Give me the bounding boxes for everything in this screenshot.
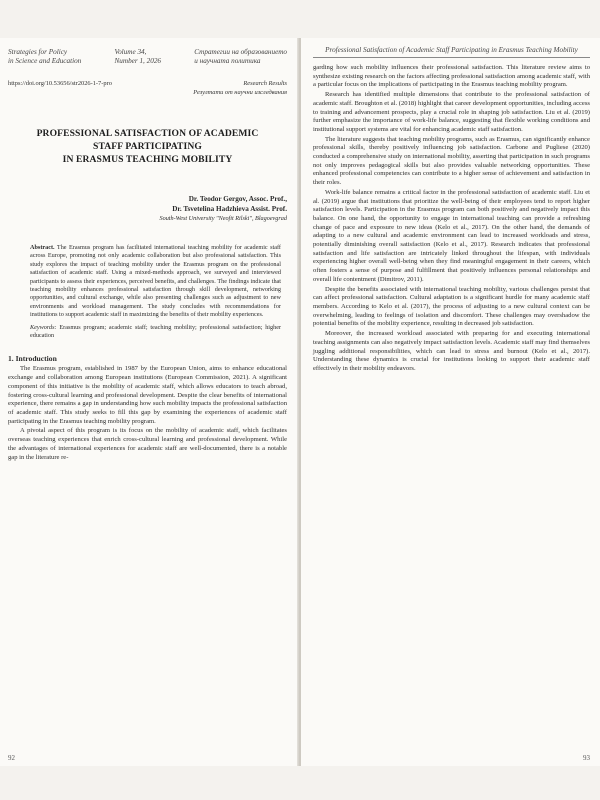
author-block xyxy=(8,194,287,224)
journal-title-bg: Стратегии на образованието и научната политика xyxy=(194,48,287,65)
article-category: Research Results Резултати от научни изследвания xyxy=(193,80,287,96)
abstract-label: Abstract. xyxy=(30,244,55,251)
right-page xyxy=(301,38,600,766)
running-head-left xyxy=(8,48,287,66)
abstract xyxy=(30,244,281,320)
left-page xyxy=(0,38,299,766)
section-heading-introduction: 1. Introduction xyxy=(8,354,57,364)
doi-row xyxy=(8,80,287,97)
volume-info: Volume 34, Number 1, 2026 xyxy=(114,48,162,65)
author-line-2: Dr. Tsvetelina Hadzhieva Assist. Prof. xyxy=(172,205,287,213)
paragraph: Despite the benefits associated with international teaching mobility, various challenges persist that can affect professional satisfaction. Cultural adaptation is a significant hurdle for many academic staff members. According to Kelo et al. (2017), the process of adjusting to a new cultural context can be overwhelming, leading to feelings of isolation and discomfort. These challenges may overshadow the potential benefits of the mobility experience, resulting in decreased job satisfaction. xyxy=(313,285,590,328)
paragraph: The Erasmus program, established in 1987 by the European Union, aims to enhance educational exchange and collaboration among European institutions (European Commission, 2021). A significant component of this initiative is the mobility of academic staff, which allows educators to teach abroad, fostering cross-cultural learning and professional development. Despite the clear benefits of international experience, there remains a gap in understanding how such mobility impacts the professional satisfaction of academic staff. This study seeks to fill this gap by examining the experiences of academic staff participating in the Erasmus teaching mobility program. xyxy=(8,365,287,425)
author-affiliation: South-West University "Neofit Rilski", Blagoevgrad xyxy=(159,215,287,222)
right-body-text xyxy=(313,64,590,374)
paragraph: A pivotal aspect of this program is its focus on the mobility of academic staff, which facilitates overseas teaching experiences that enrich cross-cultural learning and professional development. While the advantages of international experiences for academic staff are well-documented, there is a notable gap in the literature re- xyxy=(8,427,287,461)
paragraph: Research has identified multiple dimensions that contribute to the professional satisfaction of academic staff. Broughton et al. (2018) highlight that career development opportunities, including access to training and advancement prospects, play a crucial role in shaping job satisfaction. Liu et al. (2019) further emphasize the importance of work-life balance, suggesting that flexible working conditions and institutional support systems are vital for enhancing academic staff satisfaction. xyxy=(313,91,590,133)
keywords xyxy=(30,324,281,341)
left-body-text xyxy=(8,365,287,462)
keywords-text: Erasmus program; academic staff; teaching mobility; professional satisfaction; higher education xyxy=(30,323,282,340)
paragraph: Moreover, the increased workload associated with preparing for and executing international teaching assignments can also negatively impact satisfaction levels. Academic staff may find themselves juggling additional responsibilities, which can lead to stress and burnout (Kelo et al., 2017). Understanding these dynamics is crucial for institutions looking to support their academic staff effectively in their mobility endeavors. xyxy=(313,330,590,372)
running-head-right: Professional Satisfaction of Academic Staff Participating in Erasmus Teaching Mobility xyxy=(313,46,590,58)
paragraph: garding how such mobility influences their professional satisfaction. This literature review aims to synthesize existing research on the factors affecting professional satisfaction among academic staff, with a particular focus on the implications of participating in the Erasmus teaching mobility program. xyxy=(313,64,590,89)
keywords-label: Keywords: xyxy=(30,323,57,331)
journal-title-en: Strategies for Policy in Science and Education xyxy=(8,48,82,65)
paragraph: The literature suggests that teaching mobility programs, such as Erasmus, can significantly enhance professional skills, thereby positively influencing job satisfaction. Carbone and Pugliese (2020) conducted a comprehensive study on international mobility, asserting that participation in such programs not only improves pedagogical skills but also provides valuable networking opportunities. These enhanced professional competencies can contribute to a higher sense of achievement and satisfaction in their roles. xyxy=(313,135,590,187)
page-number-left: 92 xyxy=(8,754,15,762)
article-title: PROFESSIONAL SATISFACTION OF ACADEMIC STAFF PARTICIPATING IN ERASMUS TEACHING MOBILITY xyxy=(36,128,259,165)
doi-link[interactable]: https://doi.org/10.53656/str2026-1-7-pro xyxy=(8,80,112,87)
paragraph: Work-life balance remains a critical factor in the professional satisfaction of academic staff. Liu et al. (2019) argue that institutions that prioritize the well-being of their employees tend to report higher satisfaction levels. Participation in the Erasmus program can both positively and negatively impact this balance. On one hand, the opportunity to engage in international teaching can provide a refreshing change of pace and exposure to new ideas (Kelo et al., 2017). On the other hand, the demands of adapting to a new cultural and academic environment can lead to increased workloads and stress, potentially diminishing overall satisfaction (Kelo et al., 2017). Research indicates that professional satisfaction and life satisfaction are intricately linked throughout the lifespan, with individuals experiencing higher overall well-being when they find meaningful engagement in their careers, which often fosters a sense of purpose and fulfillment that positively influences personal relationships and overall life contentment (Dimitrov, 2011). xyxy=(313,188,590,283)
abstract-text: The Erasmus program has facilitated international teaching mobility for academic staff across Europe, promoting not only academic collaboration but also professional satisfaction. This study explores the impact of teaching mobility under the Erasmus program on the professional satisfaction of academic staff. Using a mixed-methods approach, we surveyed and interviewed participants to assess their experiences, perceived benefits, and challenges. The findings indicate that teaching mobility enhances professional satisfaction through skill development, networking opportunities, and cultural exchange, while also presenting challenges such as adjustment to new environments and workload management. The study concludes with recommendations for institutions to support academic staff in maximizing the benefits of their mobility experiences. xyxy=(30,244,281,319)
author-line-1: Dr. Teodor Gergov, Assoc. Prof., xyxy=(188,195,287,203)
page-number-right: 93 xyxy=(583,754,590,762)
